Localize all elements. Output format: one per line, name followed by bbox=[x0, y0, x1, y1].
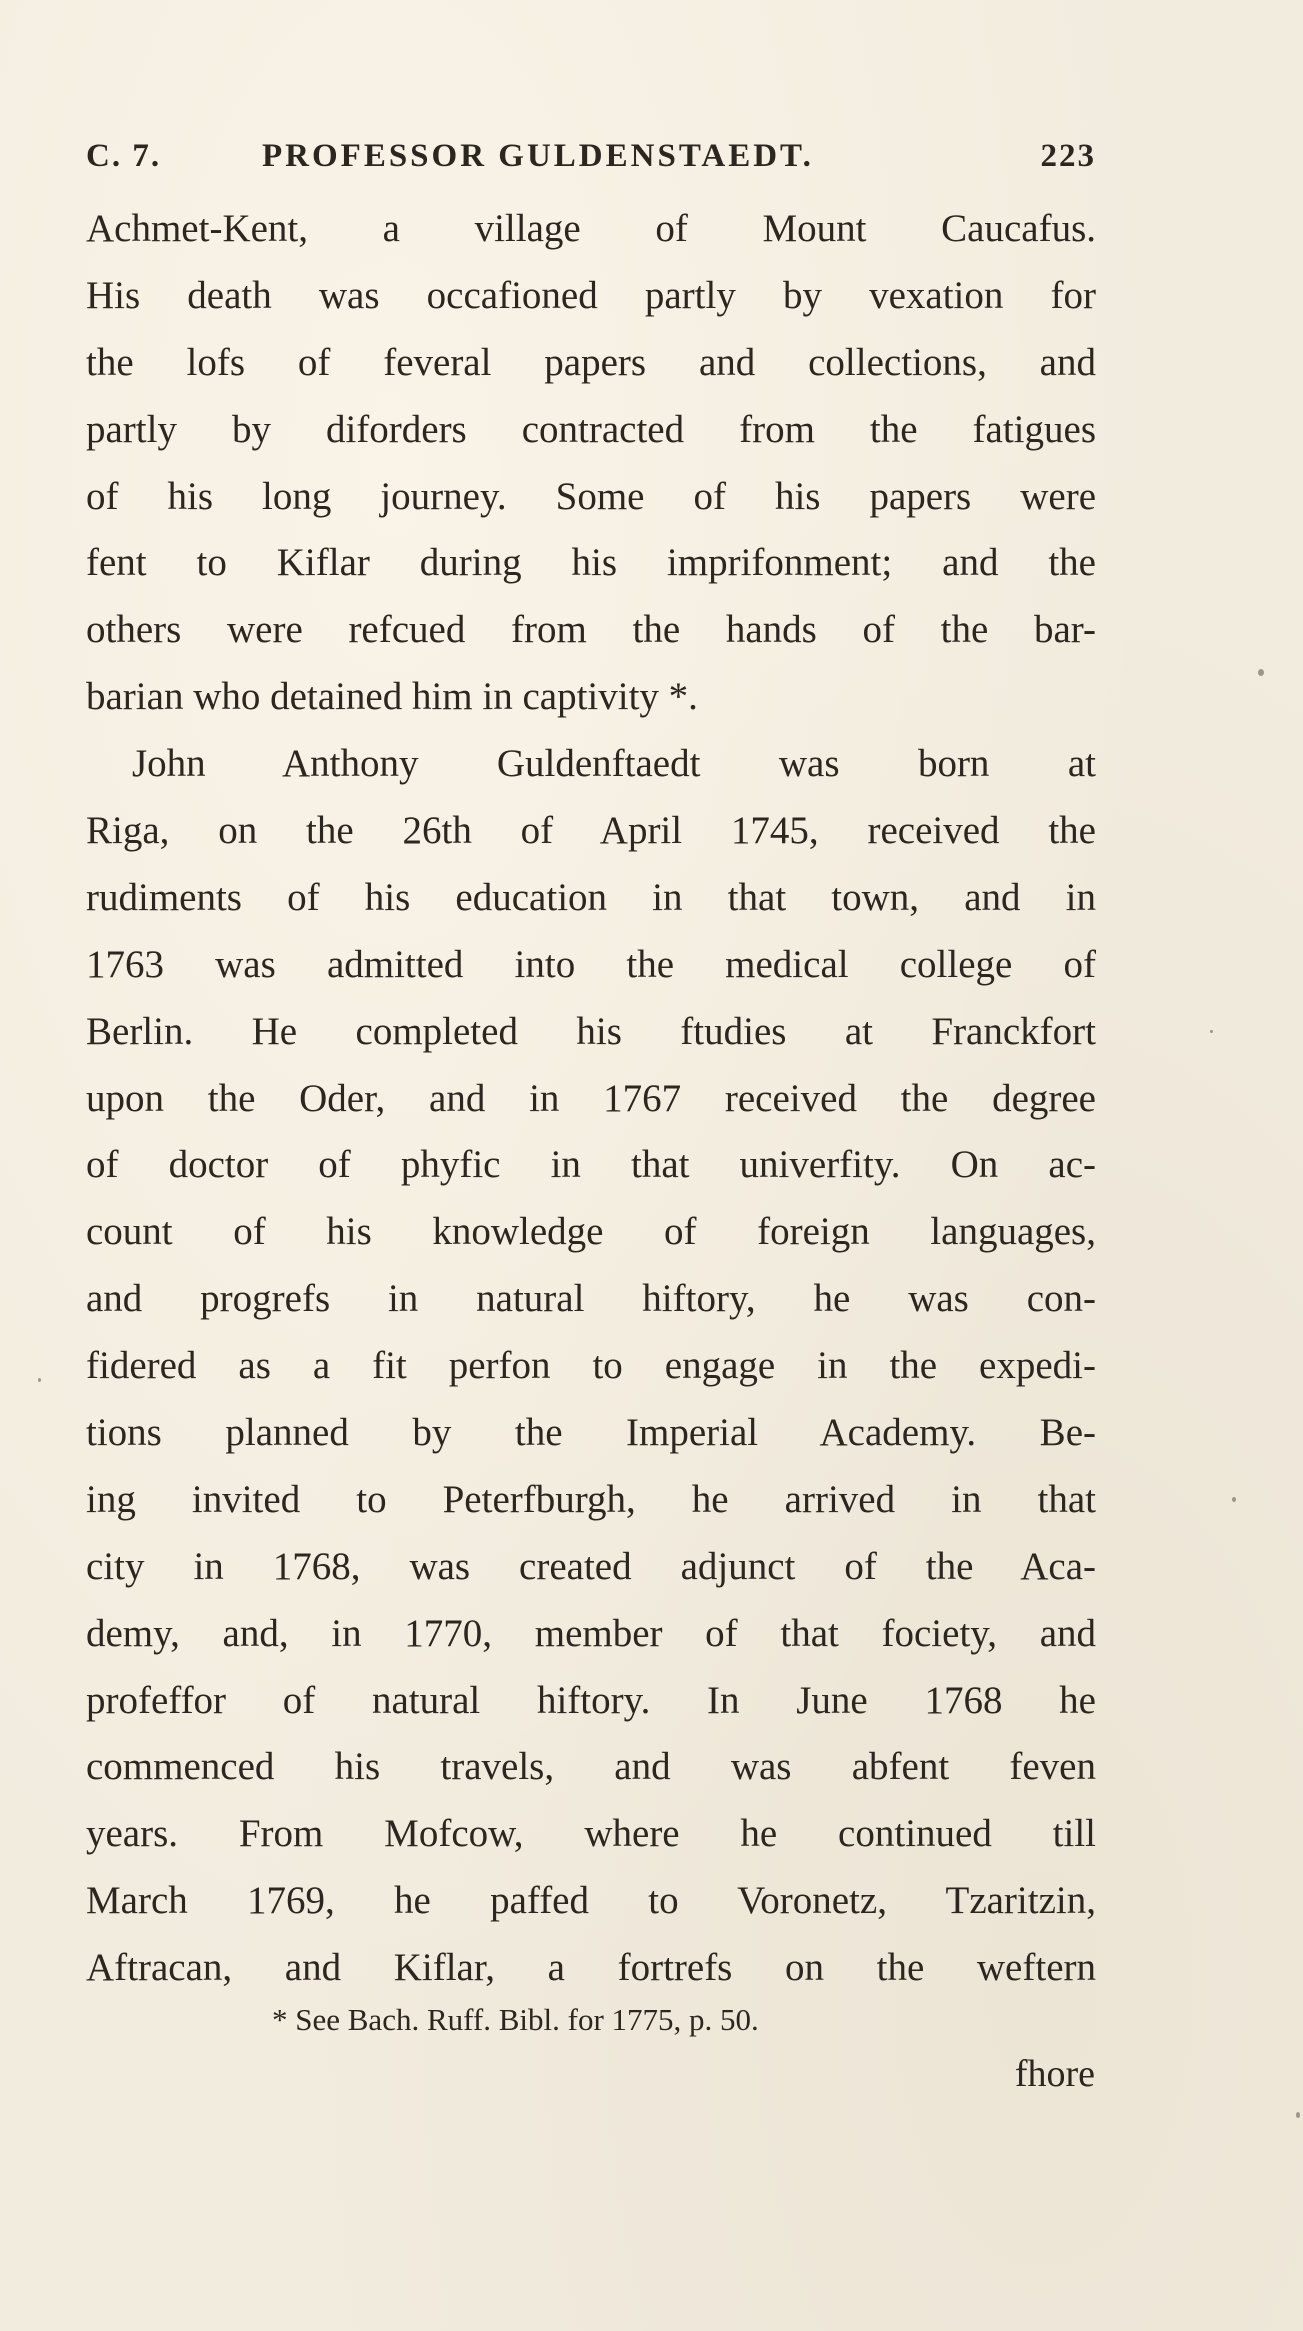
text-line: others were refcued from the hands of the bar- bbox=[86, 608, 1096, 652]
running-head bbox=[86, 138, 1096, 182]
text-line: tions planned by the Imperial Academy. Be- bbox=[86, 1411, 1096, 1455]
text-line: profeffor of natural hiftory. In June 1768 he bbox=[86, 1678, 1096, 1722]
text-line: fent to Kiflar during his imprifonment; and the bbox=[86, 541, 1096, 585]
text-line: city in 1768, was created adjunct of the Aca- bbox=[86, 1544, 1096, 1588]
text-line: Berlin. He completed his ftudies at Franckfort bbox=[86, 1009, 1096, 1053]
text-line: Riga, on the 26th of April 1745, received the bbox=[86, 809, 1096, 853]
text-line: Aftracan, and Kiflar, a fortrefs on the weftern bbox=[86, 1946, 1096, 1990]
text-line: partly by diforders contracted from the fatigues bbox=[86, 407, 1096, 451]
paper-speck bbox=[38, 1378, 41, 1382]
paper-speck bbox=[1258, 669, 1264, 676]
text-line: rudiments of his education in that town, and in bbox=[86, 875, 1096, 919]
text-line: barian who detained him in captivity *. bbox=[86, 675, 698, 719]
text-line: years. From Mofcow, where he continued till bbox=[86, 1812, 1096, 1856]
text-line: upon the Oder, and in 1767 received the degree bbox=[86, 1076, 1096, 1120]
running-title: PROFESSOR GULDENSTAEDT. bbox=[262, 138, 814, 174]
text-line: and progrefs in natural hiftory, he was con- bbox=[86, 1277, 1096, 1321]
text-line: of his long journey. Some of his papers were bbox=[86, 474, 1096, 518]
chapter-reference: C. 7. bbox=[86, 138, 162, 174]
text-line: Achmet-Kent, a village of Mount Caucafus. bbox=[86, 207, 1096, 250]
text-line: fidered as a fit perfon to engage in the expedi- bbox=[86, 1344, 1096, 1388]
text-line: 1763 was admitted into the medical college of bbox=[86, 942, 1096, 986]
body-text bbox=[86, 196, 1096, 2002]
footnote: * See Bach. Ruff. Bibl. for 1775, p. 50. bbox=[272, 2002, 759, 2037]
text-line: of doctor of phyfic in that univerfity. On ac- bbox=[86, 1143, 1096, 1187]
paper-speck bbox=[1296, 2112, 1300, 2118]
text-line: commenced his travels, and was abfent feven bbox=[86, 1745, 1096, 1789]
text-line: count of his knowledge of foreign languages, bbox=[86, 1210, 1096, 1254]
catchword: fhore bbox=[1014, 2053, 1095, 2095]
text-line: ing invited to Peterfburgh, he arrived in that bbox=[86, 1477, 1096, 1521]
paper-speck bbox=[1232, 1497, 1236, 1502]
page-number: 223 bbox=[1040, 138, 1096, 174]
text-line: His death was occafioned partly by vexation for bbox=[86, 273, 1096, 317]
text-line: demy, and, in 1770, member of that fociety, and bbox=[86, 1611, 1096, 1655]
text-line: the lofs of feveral papers and collections, and bbox=[86, 340, 1096, 384]
paper-speck bbox=[1210, 1030, 1213, 1033]
paragraph-start-line: John Anthony Guldenftaedt was born at bbox=[132, 742, 1096, 786]
text-line: March 1769, he paffed to Voronetz, Tzaritzin, bbox=[86, 1879, 1096, 1923]
